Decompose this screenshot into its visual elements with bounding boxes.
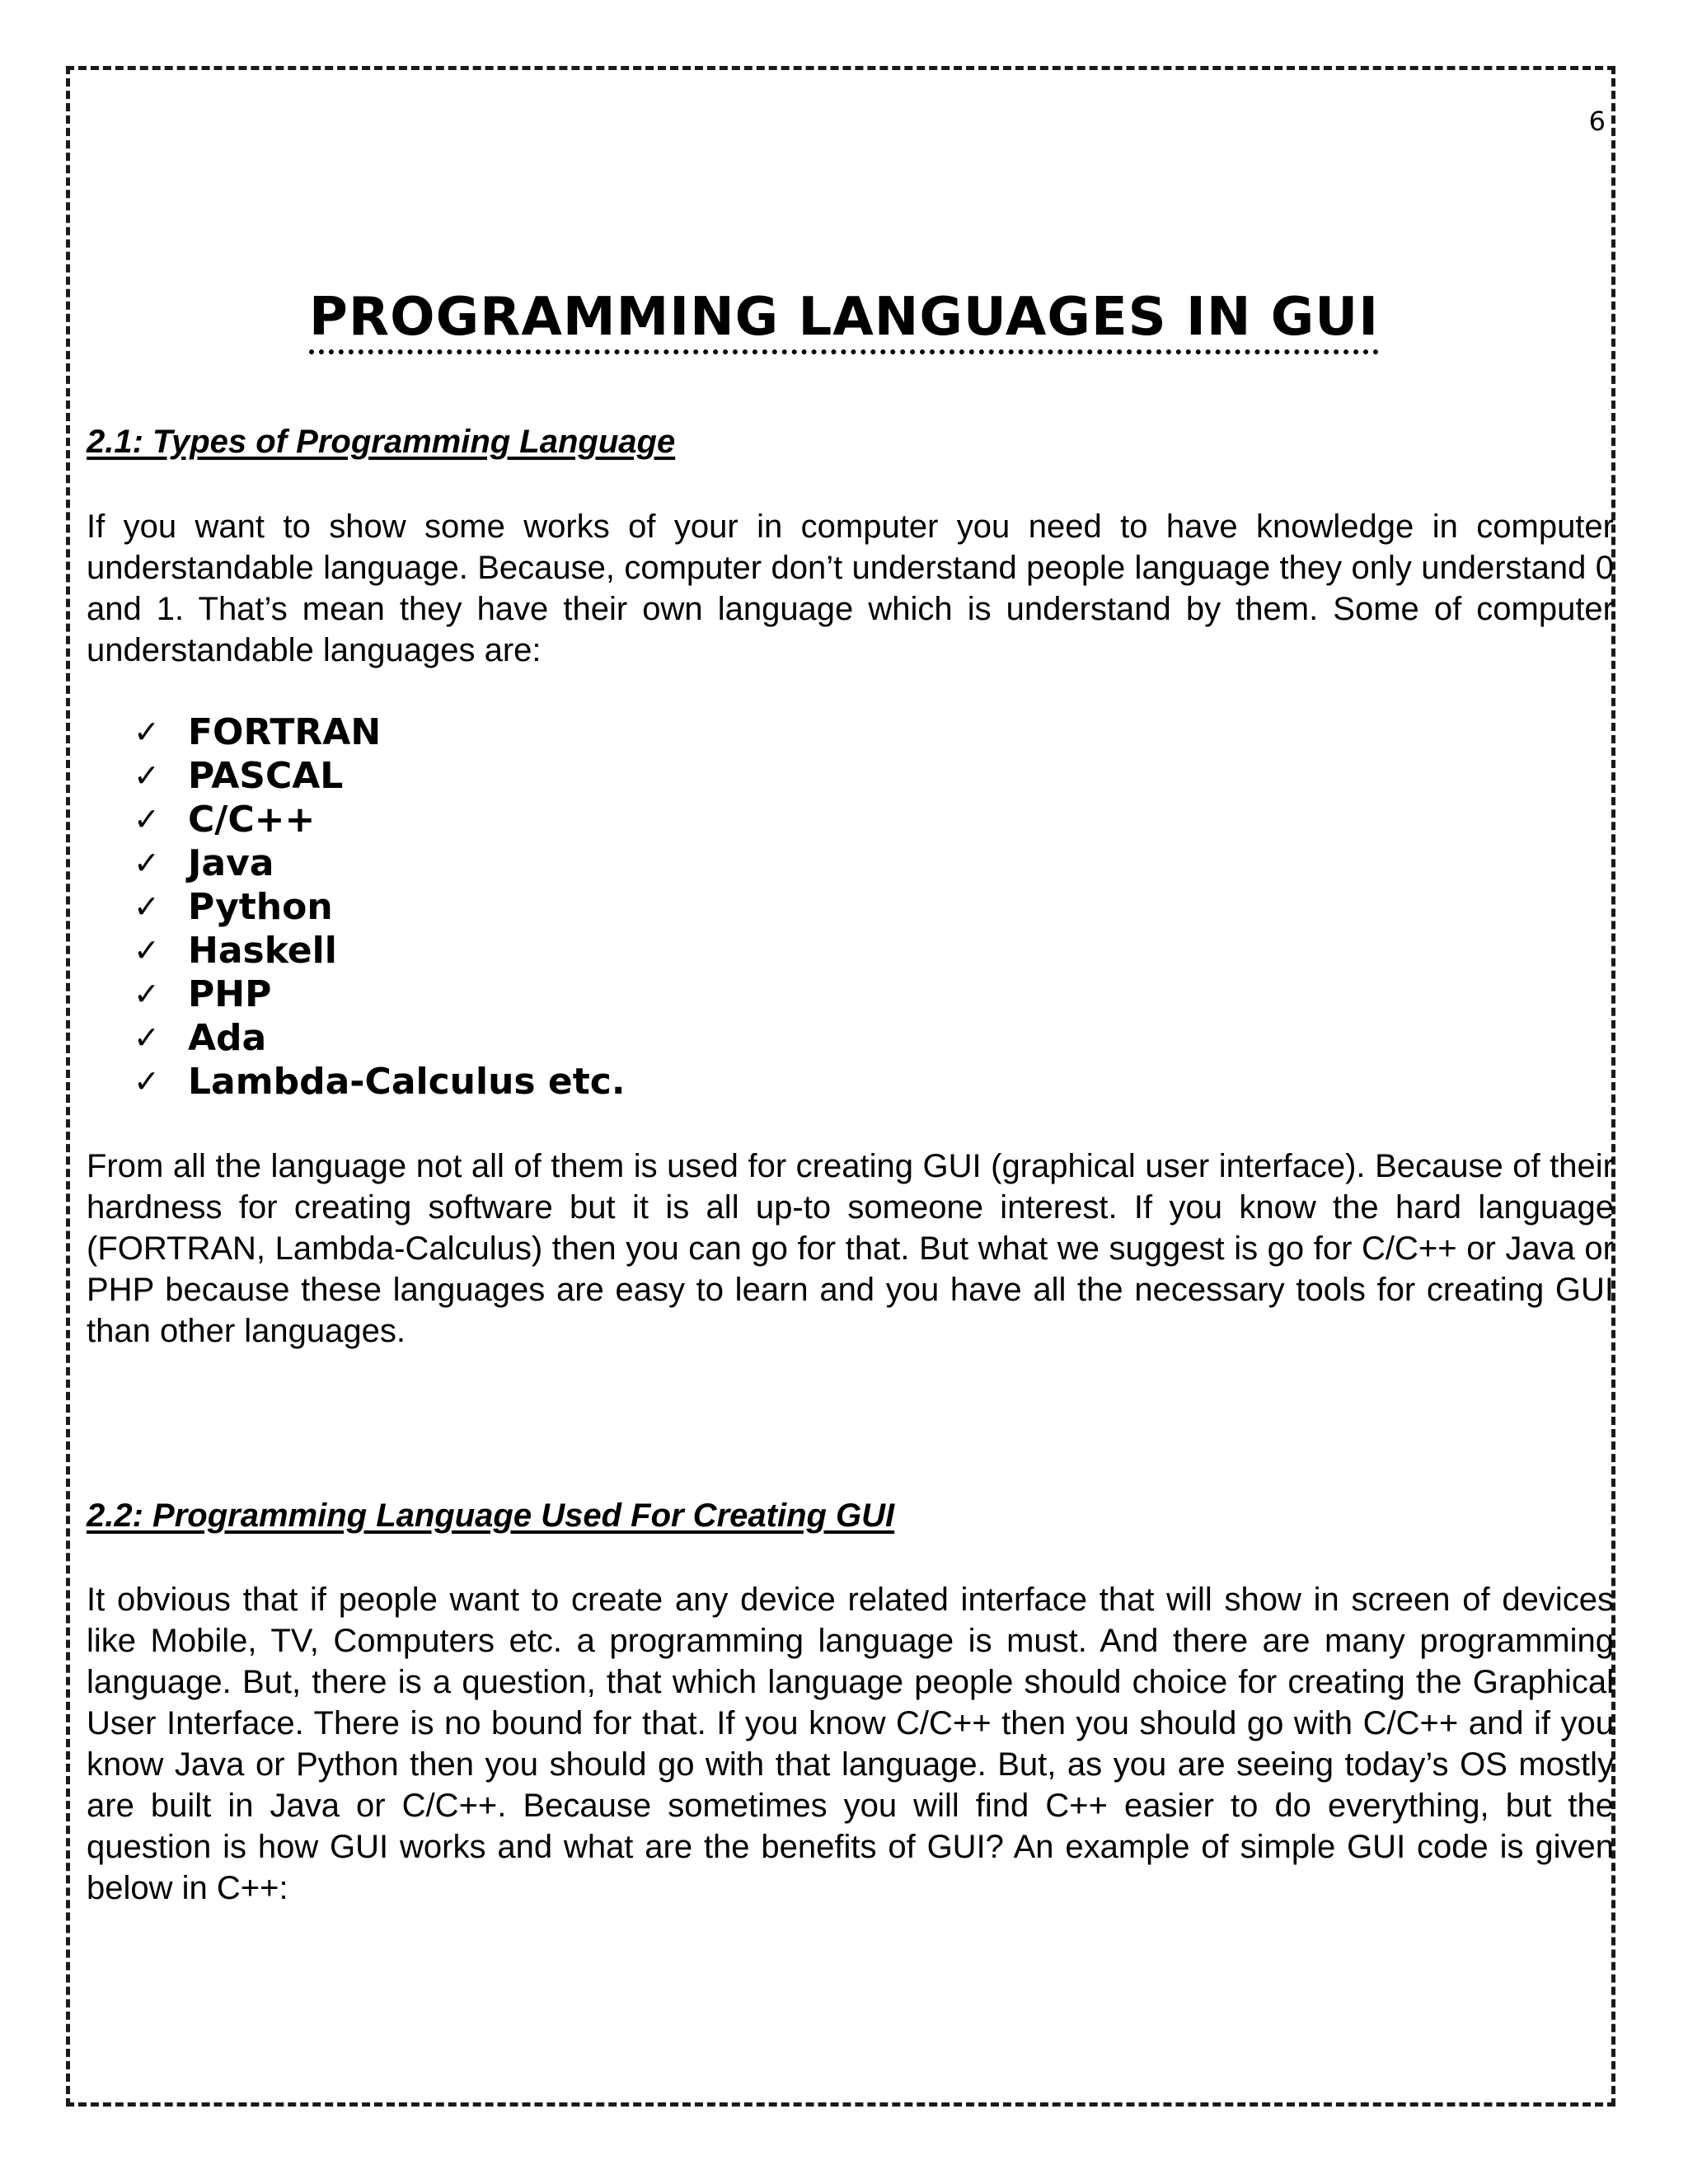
language-name: Python — [188, 886, 333, 928]
check-icon: ✓ — [134, 801, 160, 837]
language-name: FORTRAN — [188, 711, 382, 753]
check-icon: ✓ — [134, 714, 160, 750]
language-name: PASCAL — [188, 755, 344, 797]
language-list — [134, 710, 626, 1104]
section-heading-types: 2.1: Types of Programming Language — [87, 424, 676, 460]
language-name: C/C++ — [188, 799, 316, 841]
check-icon: ✓ — [134, 932, 160, 968]
page-title-text: PROGRAMMING LANGUAGES IN GUI — [309, 287, 1379, 354]
page-title — [0, 287, 1688, 348]
check-icon: ✓ — [134, 1063, 160, 1099]
list-item — [134, 1016, 626, 1060]
language-name: Java — [188, 842, 274, 884]
list-item — [134, 929, 626, 972]
list-item — [134, 710, 626, 754]
check-icon: ✓ — [134, 888, 160, 925]
list-item — [134, 798, 626, 841]
gui-languages-paragraph: It obvious that if people want to create any device related interface that will show in screen of devices like Mobile, TV, Computers etc. a programming language is must. And there are many programming language. But, there is a question, that which language people should choice for creating the Graphical User Interface. There is no bound for that. If you know C/C++ then you should go with C/C++ and if you know Java or Python then you should go with that language. But, as you are seeing today’s OS mostly are built in Java or C/C++. Because sometimes you will find C++ easier to do everything, but the question is how GUI works and what are the benefits of GUI? An example of simple GUI code is given below in C++: — [87, 1582, 1614, 1906]
check-icon: ✓ — [134, 757, 160, 794]
list-item — [134, 885, 626, 929]
page-number: 6 — [1588, 105, 1606, 137]
language-name: PHP — [188, 973, 272, 1015]
conclusion-paragraph: From all the language not all of them is used for creating GUI (graphical user interface). Because of their hardness for creating software but it is all up-to someone interest. If you know the hard language (FORTRAN, Lambda-Calculus) then you can go for that. But what we suggest is go for C/C++ or Java or PHP because these languages are easy to learn and you have all the necessary tools for creating GUI than other languages. — [87, 1148, 1614, 1349]
list-item — [134, 972, 626, 1016]
check-icon: ✓ — [134, 845, 160, 881]
check-icon: ✓ — [134, 976, 160, 1012]
section-heading-gui-languages: 2.2: Programming Language Used For Creating GUI — [87, 1497, 895, 1534]
intro-paragraph: If you want to show some works of your in computer you need to have knowledge in computer understandable language. Because, computer don’t understand people language they only understand 0 and 1. That’s mean they have their own language which is understand by them. Some of computer understandable languages are: — [87, 509, 1614, 668]
language-name: Haskell — [188, 930, 337, 972]
list-item — [134, 1060, 626, 1104]
list-item — [134, 754, 626, 798]
language-name: Ada — [188, 1017, 267, 1059]
language-name: Lambda-Calculus etc. — [188, 1061, 626, 1103]
check-icon: ✓ — [134, 1019, 160, 1056]
list-item — [134, 841, 626, 885]
